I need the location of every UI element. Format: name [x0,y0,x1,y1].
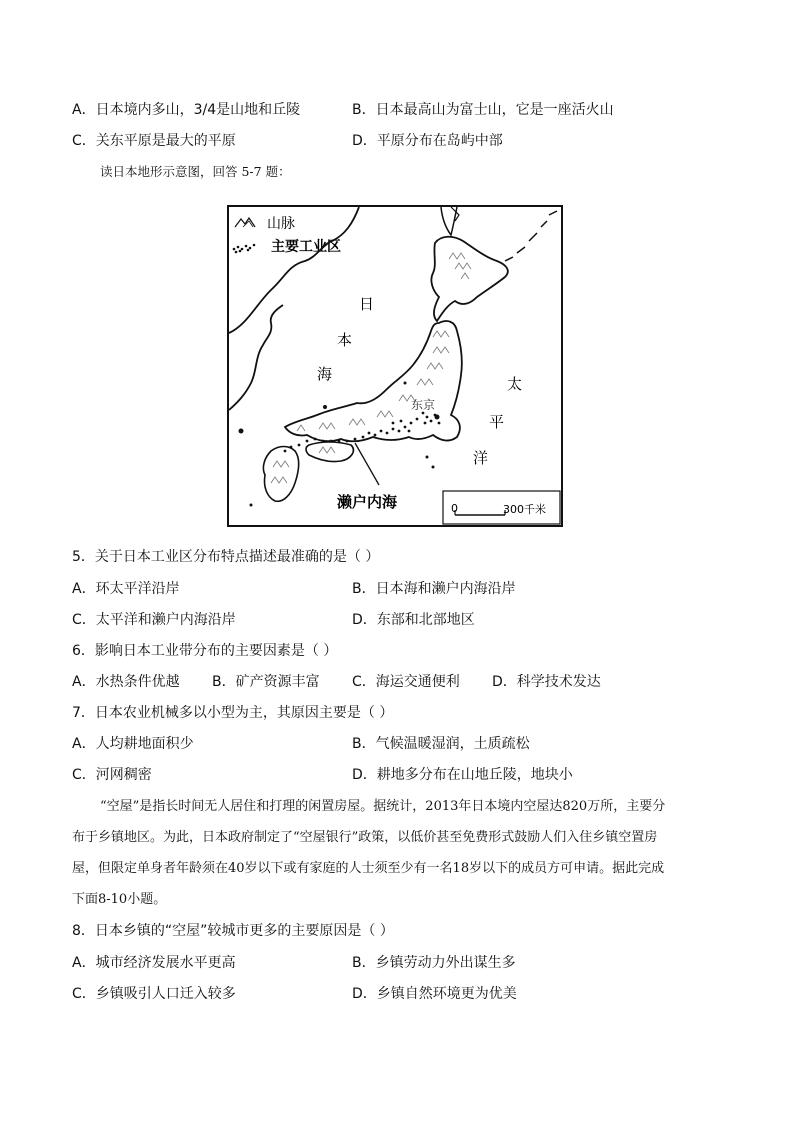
q7-options-row2 [72,765,722,785]
q7-option-b: B．气候温暖湿润，土质疏松 [352,736,530,752]
passage-line-1: “空屋”是指长时间无人居住和打理的闲置房屋。据统计，2013年日本境内空屋达820万所，主要分 [100,799,666,814]
passage-line-3: 屋，但限定单身者年龄须在40岁以下或有家庭的人士须至少有一名18岁以下的成员方可申请。据此完成 [72,861,665,876]
sea-of-japan-char-3: 海 [317,365,333,383]
inland-sea-label: 濑户内海 [337,493,398,511]
q6-option-a: A．水热条件优越 [72,674,180,690]
pacific-char-3: 洋 [473,449,489,467]
q8-option-b: B．乡镇劳动力外出谋生多 [352,955,516,971]
passage-line-4: 下面8-10小题。 [72,892,167,907]
q5-option-c: C．太平洋和濑户内海沿岸 [72,612,236,628]
q5-options-row1 [72,579,722,599]
legend-industry-label: 主要工业区 [271,239,341,255]
passage [72,791,722,915]
passage-line-2: 布于乡镇地区。为此，日本政府制定了“空屋银行”政策，以低价甚至免费形式鼓励人们入住乡镇空置房 [72,830,658,845]
scale-label: 300千米 [503,503,546,516]
q6-option-b: B．矿产资源丰富 [212,674,320,690]
q8-options-row1 [72,953,722,973]
q4-option-b: B．日本最高山为富士山，它是一座活火山 [352,102,614,118]
pacific-char-2: 平 [489,413,505,431]
sea-of-japan-char-1: 日 [359,295,375,313]
q7-option-d: D．耕地多分布在山地丘陵，地块小 [352,767,573,783]
scale-zero: 0 [451,502,458,515]
japan-terrain-map [227,205,563,527]
q4-options-row1 [72,100,722,120]
q6-option-d: D．科学技术发达 [492,674,601,690]
q4-option-c: C．关东平原是最大的平原 [72,133,236,149]
q4-option-a: A．日本境内多山，3/4是山地和丘陵 [72,102,301,118]
map-intro: 读日本地形示意图，回答 5-7 题： [100,164,291,179]
q8-options-row2 [72,984,722,1004]
q8-option-a: A．城市经济发展水平更高 [72,955,236,971]
q8-stem: 8．日本乡镇的“空屋”较城市更多的主要原因是（ ） [72,923,394,939]
legend-mountain-label: 山脉 [267,216,295,232]
q7-options-row1 [72,734,722,754]
q7-option-c: C．河网稠密 [72,767,152,783]
tokyo-label: 东京 [411,398,436,412]
q6-option-c: C．海运交通便利 [352,674,460,690]
q5-option-a: A．环太平洋沿岸 [72,581,180,597]
q4-options-row2 [72,131,722,151]
q4-option-d: D．平原分布在岛屿中部 [352,133,503,149]
q5-stem: 5．关于日本工业区分布特点描述最准确的是（ ） [72,549,380,565]
tokyo-marker [435,415,440,420]
q8-option-c: C．乡镇吸引人口迁入较多 [72,986,236,1002]
q8-option-d: D．乡镇自然环境更为优美 [352,986,517,1002]
q6-stem: 6．影响日本工业带分布的主要因素是（ ） [72,643,338,659]
sea-of-japan-char-2: 本 [337,331,353,349]
q7-option-a: A．人均耕地面积少 [72,736,194,752]
q5-option-b: B．日本海和濑户内海沿岸 [352,581,516,597]
q5-options-row2 [72,610,722,630]
q6-options-row [72,672,722,692]
q5-option-d: D．东部和北部地区 [352,612,475,628]
pacific-char-1: 太 [507,375,523,393]
q7-stem: 7．日本农业机械多以小型为主，其原因主要是（ ） [72,705,394,721]
